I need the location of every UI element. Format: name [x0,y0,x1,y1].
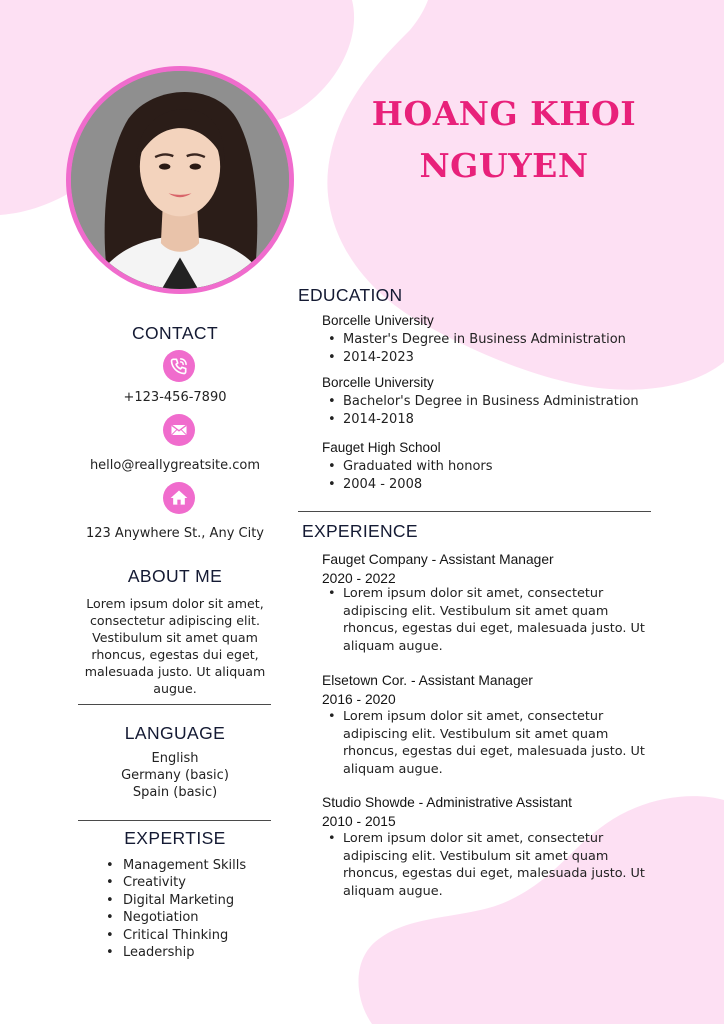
about-text: Lorem ipsum dolor sit amet, consectetur adipiscing elit. Vestibulum sit amet quam rhoncus, egestas dui eget, malesuada justo. Ut aliquam augue. [84,596,266,696]
education-details [328,458,493,493]
education-detail: • 2014-2018 [328,411,639,429]
education-detail: • 2004 - 2008 [328,476,493,494]
expertise-item: • Leadership [106,944,246,961]
expertise-item: • Creativity [106,874,246,891]
job-role: Studio Showde - Administrative Assistant [322,795,573,810]
email-text: hello@reallygreatsite.com [89,458,261,473]
language-item: Germany (basic) [121,768,229,783]
email-icon [163,414,195,446]
divider-language [78,820,271,821]
expertise-list [106,857,246,961]
experience-heading: EXPERIENCE [302,521,418,541]
divider-about [78,704,271,705]
address-text: 123 Anywhere St., Any City [85,526,264,541]
job-years: 2020 - 2022 [322,571,396,586]
job-title [322,550,554,588]
job-description: • Lorem ipsum dolor sit amet, consectetur adipiscing elit. Vestibulum sit amet quam rhoncus, egestas dui eget, malesuada justo. Ut aliquam augue. [328,585,658,655]
expertise-item: • Management Skills [106,857,246,874]
contact-heading: CONTACT [131,323,219,343]
about-heading: ABOUT ME [127,566,223,586]
name-line-2: NGUYEN [419,146,589,185]
full-name [316,88,692,192]
expertise-item: • Digital Marketing [106,892,246,909]
education-details [328,393,639,428]
education-heading: EDUCATION [298,285,403,305]
education-detail: • Master's Degree in Business Administration [328,331,626,349]
job-description: • Lorem ipsum dolor sit amet, consectetur adipiscing elit. Vestibulum sit amet quam rhoncus, egestas dui eget, malesuada justo. Ut aliquam augue. [328,830,658,900]
phone-icon [163,350,195,382]
job-years: 2010 - 2015 [322,814,396,829]
education-school: Borcelle University [322,375,434,390]
language-item: English [151,751,199,766]
education-school: Borcelle University [322,313,434,328]
job-title [322,793,572,831]
job-years: 2016 - 2020 [322,692,396,707]
profile-photo [66,66,294,294]
language-heading: LANGUAGE [124,723,226,743]
phone-text: +123-456-7890 [123,390,227,405]
divider-education [298,511,651,512]
job-role: Elsetown Cor. - Assistant Manager [322,673,533,688]
expertise-heading: EXPERTISE [124,828,226,848]
name-line-1: HOANG KHOI [371,94,637,133]
education-detail: • 2014-2023 [328,349,626,367]
expertise-item: • Critical Thinking [106,927,246,944]
job-description: • Lorem ipsum dolor sit amet, consectetur adipiscing elit. Vestibulum sit amet quam rhoncus, egestas dui eget, malesuada justo. Ut aliquam augue. [328,708,658,778]
portrait-illustration [71,71,289,289]
expertise-item: • Negotiation [106,909,246,926]
job-role: Fauget Company - Assistant Manager [322,552,554,567]
education-detail: • Graduated with honors [328,458,493,476]
language-list [78,750,272,801]
job-title [322,671,533,709]
education-detail: • Bachelor's Degree in Business Administration [328,393,639,411]
home-icon [163,482,195,514]
education-school: Fauget High School [322,440,441,455]
education-details [328,331,626,366]
language-item: Spain (basic) [132,785,218,800]
